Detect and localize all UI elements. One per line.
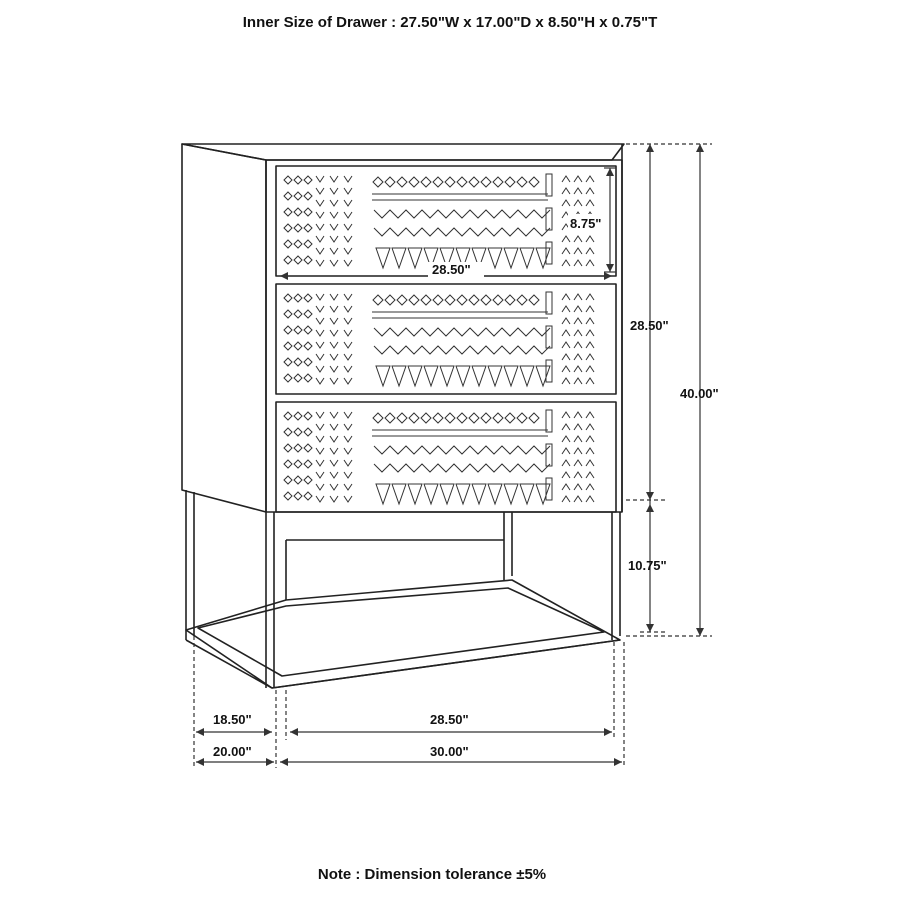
pattern-diamond [493, 413, 503, 423]
pattern-chevron [330, 224, 338, 230]
pattern-diamond [445, 295, 455, 305]
pattern-diamond [294, 444, 302, 452]
carved-tribal-pattern [284, 174, 594, 504]
pattern-diamond [304, 476, 312, 484]
pattern-diamond [469, 177, 479, 187]
pattern-chevron [574, 176, 582, 182]
dimension-lines [194, 144, 712, 768]
pattern-triangle [472, 366, 486, 386]
pattern-diamond [304, 326, 312, 334]
pattern-chevron [574, 366, 582, 372]
pattern-chevron [330, 318, 338, 324]
pattern-chevron [574, 342, 582, 348]
pattern-chevron [316, 224, 324, 230]
pattern-diamond [284, 256, 292, 264]
pattern-bar [546, 242, 552, 264]
pattern-chevron [344, 366, 352, 372]
pattern-chevron [574, 236, 582, 242]
pattern-chevron [344, 436, 352, 442]
pattern-triangle [520, 484, 534, 504]
pattern-diamond [304, 444, 312, 452]
pattern-chevron [316, 436, 324, 442]
pattern-chevron [562, 330, 570, 336]
pattern-zigzag [374, 328, 550, 336]
pattern-diamond [505, 413, 515, 423]
pattern-triangle [440, 366, 454, 386]
label-overall-depth: 20.00" [213, 744, 252, 759]
pattern-triangle [536, 366, 550, 386]
pattern-triangle [392, 248, 406, 268]
pattern-diamond [373, 413, 383, 423]
pattern-diamond [517, 413, 527, 423]
label-overall-width: 30.00" [430, 744, 469, 759]
pattern-diamond [294, 358, 302, 366]
pattern-chevron [330, 436, 338, 442]
pattern-diamond [445, 413, 455, 423]
pattern-chevron [316, 236, 324, 242]
pattern-chevron [330, 176, 338, 182]
pattern-chevron [574, 200, 582, 206]
pattern-chevron [586, 436, 594, 442]
pattern-chevron [574, 248, 582, 254]
pattern-chevron [330, 460, 338, 466]
pattern-chevron [574, 448, 582, 454]
pattern-diamond [457, 295, 467, 305]
pattern-diamond [284, 444, 292, 452]
pattern-chevron [586, 248, 594, 254]
pattern-diamond [409, 413, 419, 423]
pattern-chevron [562, 436, 570, 442]
pattern-chevron [562, 472, 570, 478]
pattern-chevron [330, 472, 338, 478]
pattern-chevron [344, 378, 352, 384]
pattern-chevron [586, 424, 594, 430]
pattern-triangle [488, 484, 502, 504]
pattern-chevron [330, 188, 338, 194]
label-overall-height: 40.00" [680, 386, 719, 401]
bottom-rail-front [272, 640, 620, 688]
pattern-triangle [456, 484, 470, 504]
pattern-diamond [294, 224, 302, 232]
pattern-chevron [344, 294, 352, 300]
pattern-chevron [574, 472, 582, 478]
pattern-chevron [574, 412, 582, 418]
pattern-chevron [344, 484, 352, 490]
pattern-chevron [316, 378, 324, 384]
pattern-chevron [316, 472, 324, 478]
pattern-chevron [586, 354, 594, 360]
pattern-diamond [421, 177, 431, 187]
pattern-diamond [294, 492, 302, 500]
pattern-triangle [408, 484, 422, 504]
pattern-chevron [574, 436, 582, 442]
pattern-triangle [424, 484, 438, 504]
pattern-diamond [529, 413, 539, 423]
pattern-chevron [562, 496, 570, 502]
pattern-chevron [330, 236, 338, 242]
pattern-chevron [316, 176, 324, 182]
pattern-chevron [562, 294, 570, 300]
pattern-chevron [586, 294, 594, 300]
pattern-chevron [562, 460, 570, 466]
pattern-diamond [284, 176, 292, 184]
pattern-zigzag [374, 346, 550, 354]
pattern-chevron [344, 460, 352, 466]
pattern-chevron [586, 236, 594, 242]
pattern-diamond [493, 295, 503, 305]
pattern-bar [546, 174, 552, 196]
pattern-diamond [385, 295, 395, 305]
furniture-outline [182, 144, 624, 688]
pattern-diamond [284, 224, 292, 232]
pattern-chevron [562, 200, 570, 206]
pattern-chevron [586, 342, 594, 348]
pattern-diamond [284, 476, 292, 484]
pattern-chevron [562, 236, 570, 242]
pattern-diamond [284, 294, 292, 302]
pattern-chevron [330, 306, 338, 312]
pattern-diamond [294, 342, 302, 350]
pattern-chevron [586, 472, 594, 478]
pattern-chevron [574, 330, 582, 336]
pattern-chevron [330, 448, 338, 454]
pattern-chevron [344, 496, 352, 502]
label-leg-height: 10.75" [628, 558, 667, 573]
left-side-panel [182, 144, 266, 512]
pattern-diamond [421, 295, 431, 305]
pattern-triangle [504, 484, 518, 504]
pattern-diamond [304, 412, 312, 420]
pattern-chevron [344, 200, 352, 206]
pattern-chevron [586, 460, 594, 466]
tolerance-note: Note : Dimension tolerance ±5% [317, 866, 547, 883]
pattern-diamond [304, 224, 312, 232]
pattern-chevron [330, 342, 338, 348]
pattern-chevron [316, 248, 324, 254]
pattern-chevron [562, 366, 570, 372]
pattern-chevron [316, 484, 324, 490]
pattern-zigzag [374, 446, 550, 454]
pattern-chevron [574, 306, 582, 312]
pattern-chevron [562, 378, 570, 384]
pattern-diamond [433, 177, 443, 187]
pattern-diamond [304, 256, 312, 264]
bottom-rail-back [186, 640, 272, 688]
pattern-chevron [574, 484, 582, 490]
pattern-chevron [586, 496, 594, 502]
pattern-diamond [304, 460, 312, 468]
pattern-chevron [316, 354, 324, 360]
pattern-chevron [316, 496, 324, 502]
pattern-chevron [586, 330, 594, 336]
pattern-chevron [330, 484, 338, 490]
pattern-diamond [294, 294, 302, 302]
pattern-diamond [304, 294, 312, 302]
pattern-diamond [284, 374, 292, 382]
top-surface [182, 144, 624, 160]
pattern-chevron [586, 448, 594, 454]
pattern-chevron [344, 306, 352, 312]
pattern-diamond [457, 177, 467, 187]
pattern-diamond [529, 295, 539, 305]
pattern-chevron [574, 260, 582, 266]
pattern-diamond [304, 176, 312, 184]
pattern-bar [546, 410, 552, 432]
pattern-chevron [344, 212, 352, 218]
pattern-chevron [586, 318, 594, 324]
pattern-chevron [344, 472, 352, 478]
pattern-triangle [472, 484, 486, 504]
pattern-triangle [456, 366, 470, 386]
pattern-bar [546, 360, 552, 382]
pattern-diamond [481, 295, 491, 305]
pattern-chevron [574, 424, 582, 430]
pattern-chevron [562, 484, 570, 490]
pattern-chevron [330, 260, 338, 266]
pattern-chevron [562, 354, 570, 360]
pattern-chevron [316, 412, 324, 418]
pattern-chevron [330, 212, 338, 218]
pattern-triangle [408, 248, 422, 268]
pattern-diamond [397, 177, 407, 187]
pattern-chevron [344, 236, 352, 242]
pattern-chevron [330, 366, 338, 372]
pattern-diamond [493, 177, 503, 187]
pattern-chevron [316, 424, 324, 430]
dimension-arrowheads [196, 144, 704, 766]
pattern-diamond [304, 240, 312, 248]
pattern-chevron [344, 354, 352, 360]
pattern-diamond [294, 412, 302, 420]
pattern-diamond [304, 192, 312, 200]
pattern-triangle [536, 484, 550, 504]
pattern-diamond [481, 177, 491, 187]
pattern-chevron [562, 260, 570, 266]
pattern-triangle [440, 484, 454, 504]
label-drawer-height: 8.75" [570, 216, 602, 231]
pattern-triangle [424, 366, 438, 386]
pattern-diamond [385, 413, 395, 423]
pattern-bar [546, 478, 552, 500]
pattern-triangle [376, 484, 390, 504]
pattern-chevron [316, 342, 324, 348]
pattern-chevron [316, 294, 324, 300]
pattern-bar [546, 292, 552, 314]
pattern-chevron [562, 342, 570, 348]
pattern-triangle [504, 366, 518, 386]
pattern-chevron [586, 260, 594, 266]
pattern-diamond [284, 240, 292, 248]
pattern-chevron [586, 176, 594, 182]
pattern-chevron [330, 354, 338, 360]
pattern-triangle [520, 366, 534, 386]
pattern-chevron [316, 212, 324, 218]
pattern-zigzag [374, 464, 550, 472]
pattern-diamond [505, 177, 515, 187]
pattern-diamond [284, 208, 292, 216]
pattern-chevron [562, 188, 570, 194]
pattern-chevron [574, 460, 582, 466]
pattern-chevron [344, 342, 352, 348]
pattern-chevron [574, 378, 582, 384]
pattern-diamond [284, 310, 292, 318]
pattern-diamond [284, 326, 292, 334]
pattern-zigzag [374, 210, 550, 218]
pattern-diamond [284, 192, 292, 200]
pattern-diamond [304, 374, 312, 382]
pattern-zigzag [374, 228, 550, 236]
pattern-chevron [344, 248, 352, 254]
pattern-diamond [517, 177, 527, 187]
pattern-diamond [421, 413, 431, 423]
pattern-chevron [574, 188, 582, 194]
pattern-diamond [304, 342, 312, 350]
pattern-triangle [520, 248, 534, 268]
pattern-chevron [316, 306, 324, 312]
pattern-triangle [392, 484, 406, 504]
pattern-diamond [481, 413, 491, 423]
pattern-chevron [586, 306, 594, 312]
pattern-diamond [294, 240, 302, 248]
pattern-diamond [409, 295, 419, 305]
label-drawer-width: 28.50" [432, 262, 471, 277]
pattern-diamond [284, 428, 292, 436]
label-inner-depth: 18.50" [213, 712, 252, 727]
pattern-chevron [562, 306, 570, 312]
pattern-chevron [330, 378, 338, 384]
pattern-chevron [330, 294, 338, 300]
pattern-chevron [344, 260, 352, 266]
pattern-chevron [316, 460, 324, 466]
pattern-chevron [344, 224, 352, 230]
pattern-diamond [397, 413, 407, 423]
pattern-diamond [457, 413, 467, 423]
pattern-diamond [294, 208, 302, 216]
pattern-diamond [469, 295, 479, 305]
pattern-chevron [330, 330, 338, 336]
pattern-diamond [294, 192, 302, 200]
pattern-diamond [284, 412, 292, 420]
pattern-diamond [433, 295, 443, 305]
pattern-diamond [294, 460, 302, 468]
pattern-diamond [304, 358, 312, 366]
pattern-diamond [409, 177, 419, 187]
pattern-chevron [344, 188, 352, 194]
pattern-chevron [574, 294, 582, 300]
label-case-height: 28.50" [630, 318, 669, 333]
pattern-chevron [586, 484, 594, 490]
pattern-chevron [344, 176, 352, 182]
pattern-diamond [304, 310, 312, 318]
pattern-chevron [344, 318, 352, 324]
pattern-chevron [586, 366, 594, 372]
pattern-chevron [574, 318, 582, 324]
pattern-chevron [586, 188, 594, 194]
pattern-chevron [586, 412, 594, 418]
pattern-chevron [344, 448, 352, 454]
pattern-diamond [284, 492, 292, 500]
pattern-chevron [316, 330, 324, 336]
pattern-chevron [344, 424, 352, 430]
bottom-frame-inner [198, 588, 604, 676]
pattern-triangle [504, 248, 518, 268]
pattern-chevron [316, 200, 324, 206]
pattern-chevron [586, 200, 594, 206]
pattern-diamond [304, 428, 312, 436]
pattern-triangle [488, 248, 502, 268]
pattern-chevron [330, 412, 338, 418]
pattern-diamond [385, 177, 395, 187]
pattern-chevron [316, 366, 324, 372]
pattern-chevron [316, 188, 324, 194]
pattern-diamond [294, 310, 302, 318]
pattern-chevron [316, 260, 324, 266]
inner-drawer-size-title: Inner Size of Drawer : 27.50"W x 17.00"D x 8.50"H x 0.75"T [242, 14, 658, 31]
pattern-chevron [562, 448, 570, 454]
pattern-chevron [574, 354, 582, 360]
label-inner-width: 28.50" [430, 712, 469, 727]
pattern-diamond [294, 374, 302, 382]
pattern-diamond [284, 460, 292, 468]
pattern-triangle [536, 248, 550, 268]
pattern-chevron [316, 318, 324, 324]
pattern-diamond [433, 413, 443, 423]
pattern-chevron [330, 248, 338, 254]
pattern-diamond [304, 208, 312, 216]
pattern-chevron [562, 176, 570, 182]
pattern-diamond [373, 295, 383, 305]
pattern-triangle [392, 366, 406, 386]
pattern-chevron [344, 330, 352, 336]
pattern-chevron [562, 248, 570, 254]
pattern-diamond [445, 177, 455, 187]
pattern-triangle [488, 366, 502, 386]
pattern-triangle [376, 366, 390, 386]
pattern-diamond [469, 413, 479, 423]
pattern-chevron [330, 200, 338, 206]
pattern-chevron [562, 424, 570, 430]
pattern-diamond [304, 492, 312, 500]
pattern-triangle [408, 366, 422, 386]
pattern-chevron [586, 378, 594, 384]
pattern-chevron [574, 496, 582, 502]
pattern-diamond [517, 295, 527, 305]
pattern-diamond [294, 326, 302, 334]
pattern-diamond [294, 476, 302, 484]
pattern-diamond [294, 256, 302, 264]
pattern-diamond [284, 358, 292, 366]
pattern-chevron [344, 412, 352, 418]
pattern-diamond [294, 176, 302, 184]
pattern-diamond [505, 295, 515, 305]
pattern-chevron [562, 318, 570, 324]
pattern-chevron [330, 496, 338, 502]
pattern-diamond [294, 428, 302, 436]
pattern-chevron [316, 448, 324, 454]
pattern-diamond [397, 295, 407, 305]
pattern-triangle [376, 248, 390, 268]
pattern-diamond [284, 342, 292, 350]
pattern-diamond [373, 177, 383, 187]
pattern-diamond [529, 177, 539, 187]
pattern-chevron [562, 412, 570, 418]
pattern-chevron [330, 424, 338, 430]
